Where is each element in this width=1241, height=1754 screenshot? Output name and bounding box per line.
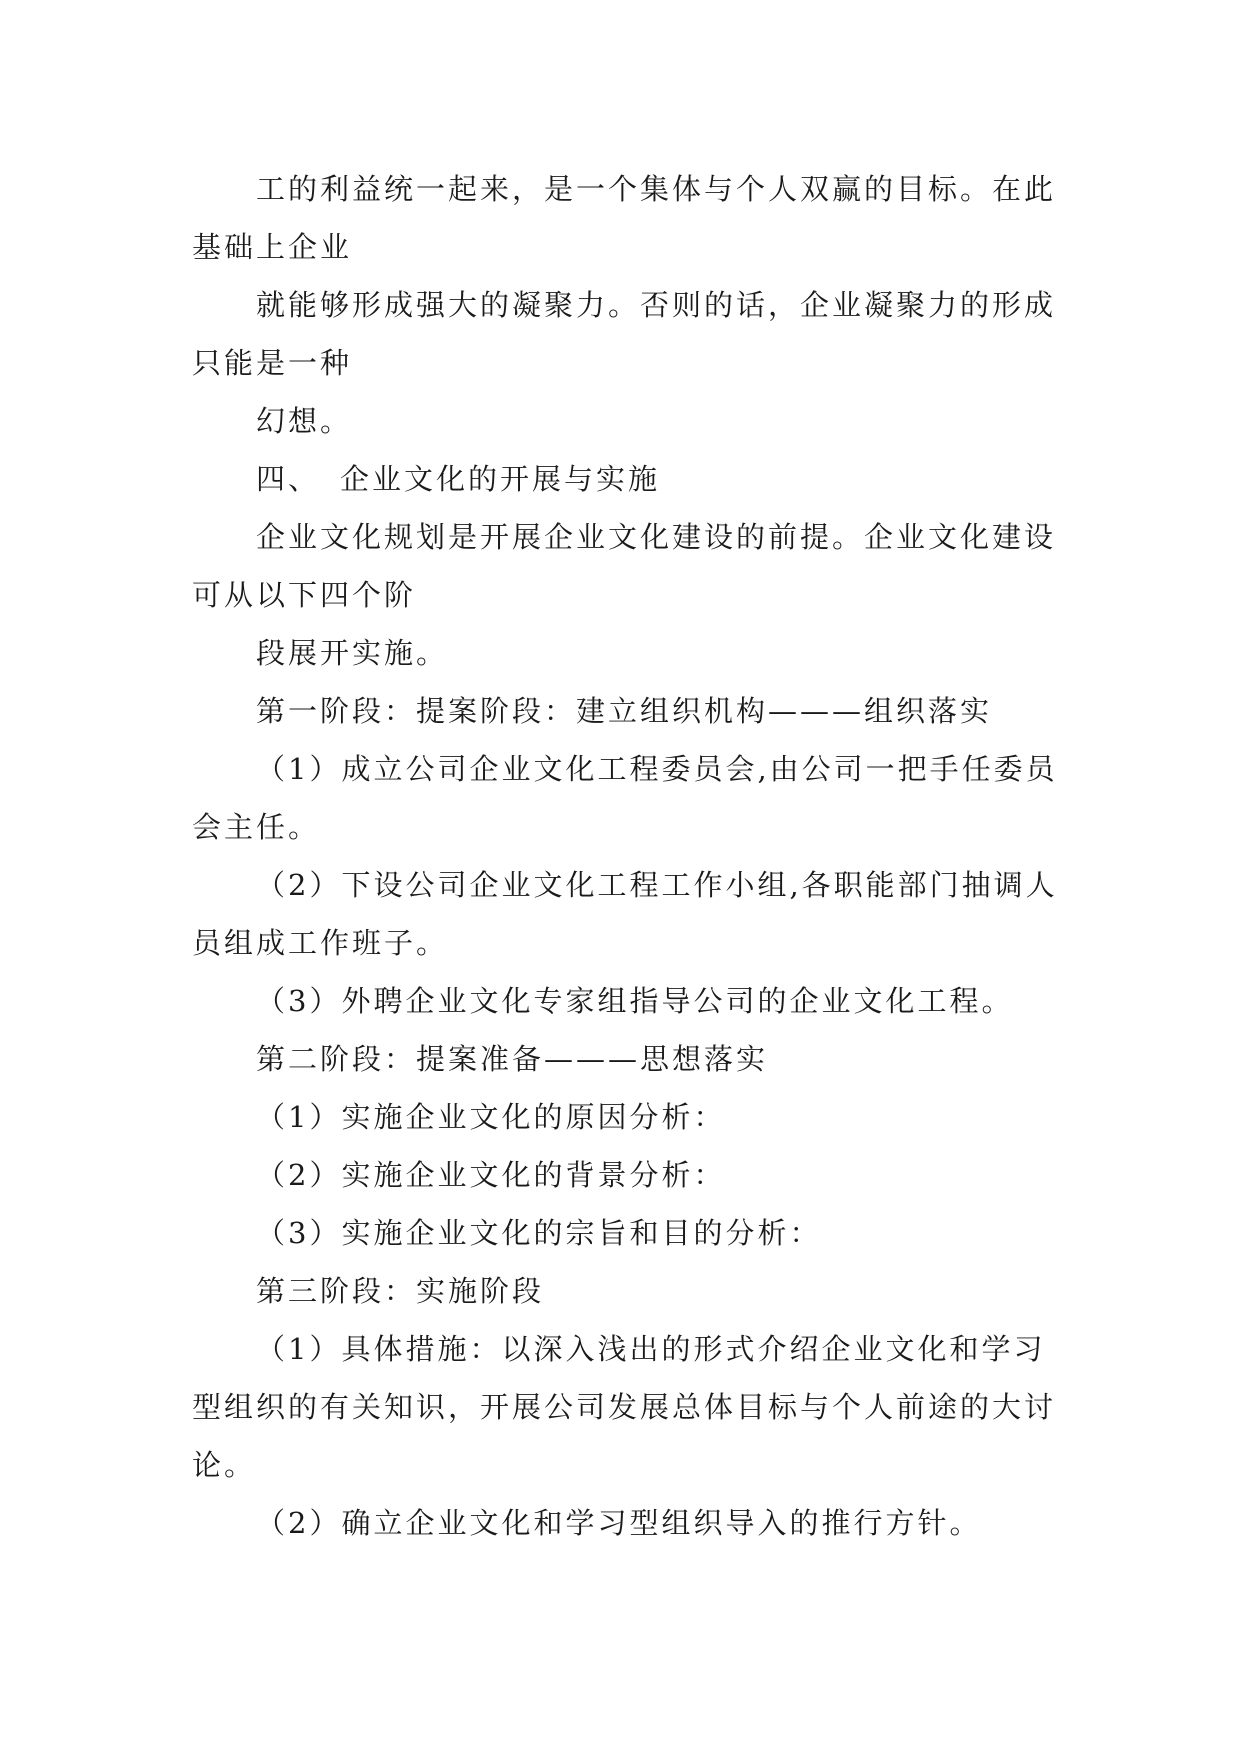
paragraph-5: 段展开实施。 [256,636,449,670]
document-body [192,160,1072,1552]
stage-three-item-1: （1）具体措施：以深入浅出的形式介绍企业文化和学习型组织的有关知识，开展公司发展总体目标与个人前途的大讨论。 [192,1332,1057,1482]
section-heading-title: 企业文化的开展与实施 [340,462,661,496]
stage-two-item-3: （3）实施企业文化的宗旨和目的分析： [256,1216,822,1250]
stage-two-heading: 第二阶段：提案准备———思想落实 [256,1042,769,1076]
paragraph-1: 工的利益统一起来，是一个集体与个人双赢的目标。在此基础上企业 [192,172,1057,264]
paragraph-4: 企业文化规划是开展企业文化建设的前提。企业文化建设可从以下四个阶 [192,520,1057,612]
stage-two-item-2: （2）实施企业文化的背景分析： [256,1158,726,1192]
stage-one-item-3: （3）外聘企业文化专家组指导公司的企业文化工程。 [256,984,1014,1018]
paragraph-3: 幻想。 [256,404,353,438]
stage-three-heading: 第三阶段：实施阶段 [256,1274,545,1308]
stage-one-heading: 第一阶段：提案阶段：建立组织机构———组织落实 [256,694,993,728]
paragraph-2: 就能够形成强大的凝聚力。否则的话，企业凝聚力的形成只能是一种 [192,288,1057,380]
section-heading-number: 四、 [256,462,321,496]
stage-one-item-2: （2）下设公司企业文化工程工作小组,各职能部门抽调人员组成工作班子。 [192,868,1058,960]
stage-two-item-1: （1）实施企业文化的原因分析： [256,1100,726,1134]
section-heading [192,450,1072,508]
stage-three-item-2: （2）确立企业文化和学习型组织导入的推行方针。 [256,1506,982,1540]
stage-one-item-1: （1）成立公司企业文化工程委员会,由公司一把手任委员会主任。 [192,752,1058,844]
